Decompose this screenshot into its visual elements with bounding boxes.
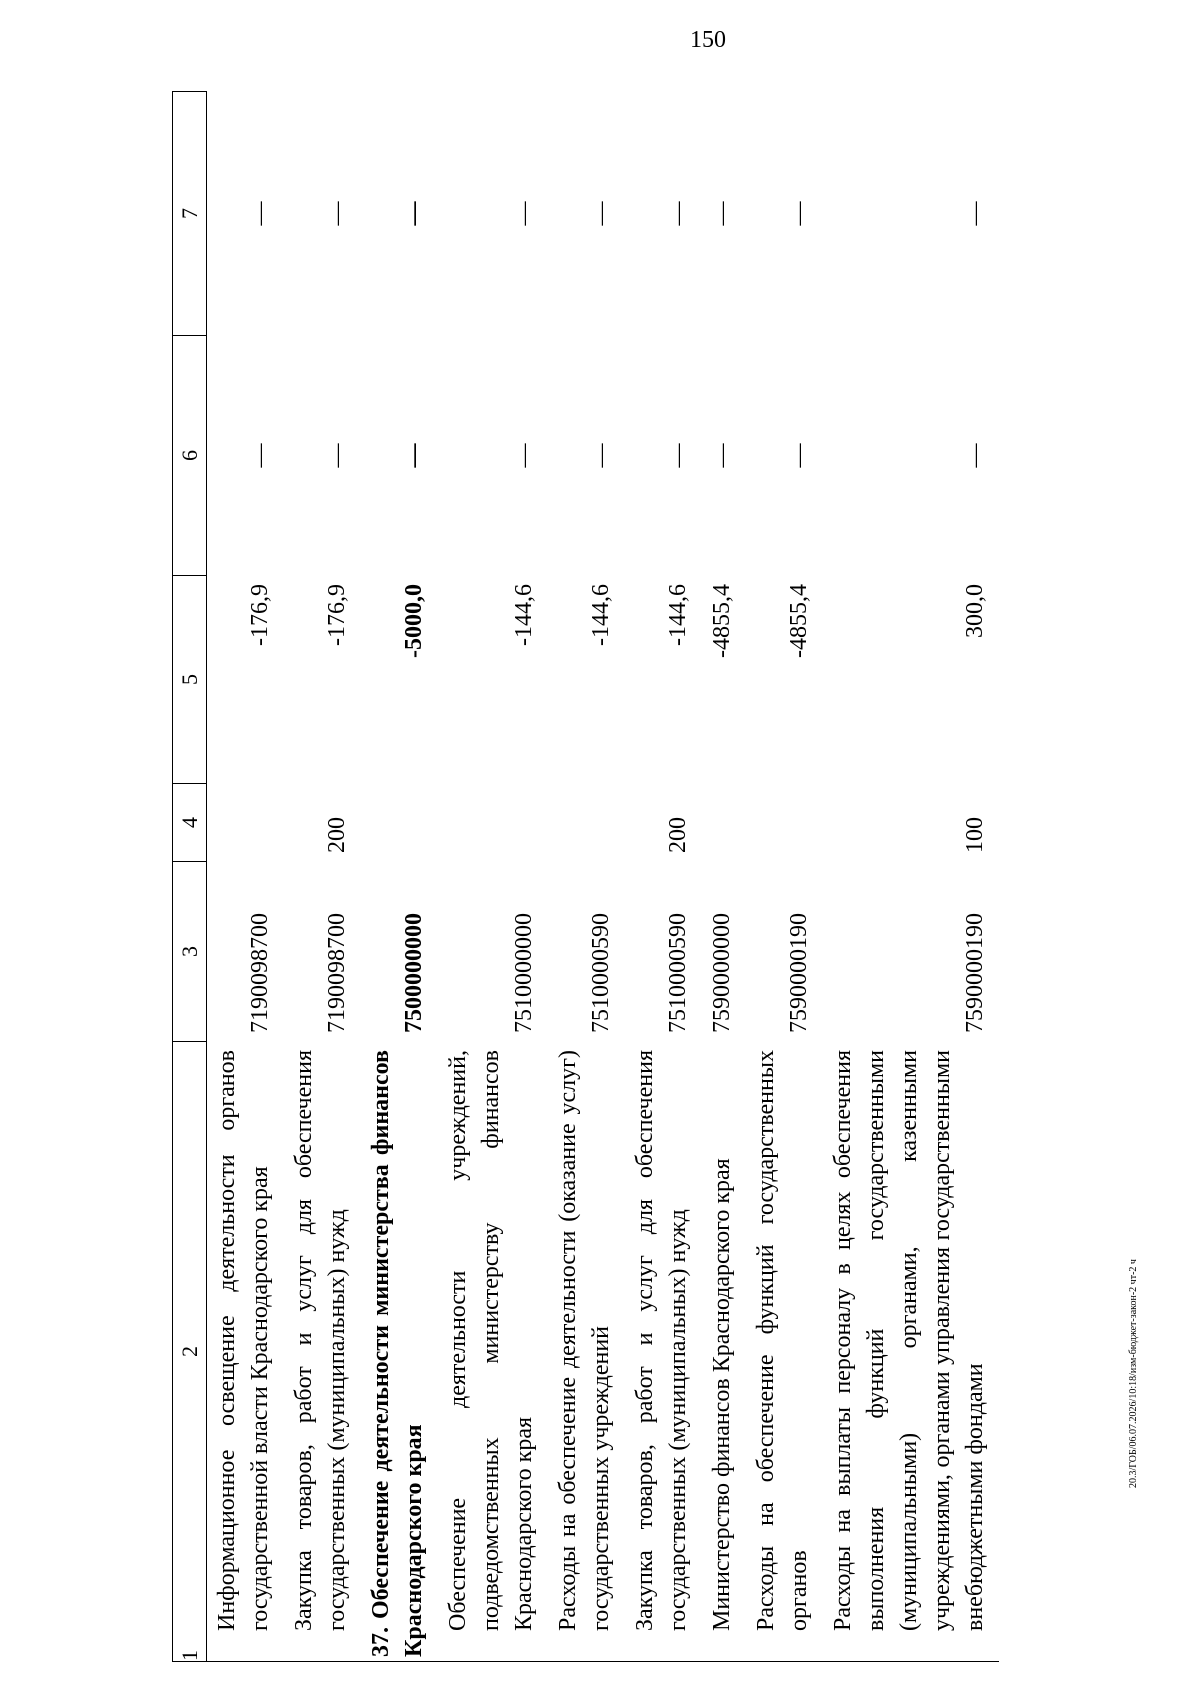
cell-col-7: — xyxy=(247,201,273,226)
cell-col-7: — xyxy=(588,201,614,226)
row-name-text: Расходы на обеспечение функций государственных органов xyxy=(753,1050,812,1631)
cell-code: 7590000000 xyxy=(709,913,735,1033)
budget-table-rotated xyxy=(172,92,1097,1662)
cell-name xyxy=(548,1042,625,1662)
section-number: 37. xyxy=(368,1627,394,1657)
cell-type xyxy=(746,784,823,862)
cell-amount: -144,6 xyxy=(665,584,691,646)
cell-name xyxy=(823,1042,999,1662)
cell-col-6: — xyxy=(709,443,735,468)
cell-amount: -176,9 xyxy=(324,584,350,646)
row-name-text: Закупка товаров, работ и услуг для обеспечения государственных (муниципальных) нужд xyxy=(291,1050,350,1631)
cell-amount: -5000,0 xyxy=(401,584,427,658)
table-row xyxy=(823,92,999,1662)
cell-type xyxy=(361,784,438,862)
table-header-row: 1 2 3 4 5 6 7 xyxy=(173,92,207,1662)
header-col-2: 2 xyxy=(173,1042,207,1662)
cell-col-6: — xyxy=(665,443,691,468)
cell-amount: -4855,4 xyxy=(709,584,735,658)
header-col-4: 4 xyxy=(173,784,207,862)
cell-col-6: — xyxy=(511,443,537,468)
page-number: 150 xyxy=(690,27,726,53)
table-row xyxy=(207,92,285,1662)
row-name-text: Информационное освещение деятельности органов государственной власти Краснодарского края xyxy=(214,1050,273,1631)
cell-col-6: — xyxy=(588,443,614,468)
cell-code: 7500000000 xyxy=(401,913,427,1033)
cell-amount: -4855,4 xyxy=(786,584,812,658)
table-row xyxy=(746,92,823,1662)
cell-col-7: — xyxy=(665,201,691,226)
cell-name xyxy=(702,1042,746,1662)
row-name-text: Закупка товаров, работ и услуг для обеспечения государственных (муниципальных) нужд xyxy=(632,1050,691,1631)
row-name-text: Обеспечение деятельности министерства финансов Краснодарского края xyxy=(368,1050,427,1657)
table-row xyxy=(548,92,625,1662)
cell-col-6: — xyxy=(247,443,273,468)
table-row xyxy=(702,92,746,1662)
cell-type xyxy=(207,784,285,862)
cell-amount: -144,6 xyxy=(588,584,614,646)
row-name-text: Расходы на обеспечение деятельности (оказание услуг) государственных учреждений xyxy=(555,1050,614,1631)
table-row xyxy=(438,92,548,1662)
cell-name xyxy=(746,1042,823,1662)
cell-type xyxy=(438,784,548,862)
cell-col-6: — xyxy=(324,443,350,468)
table-row xyxy=(284,92,361,1662)
cell-col-7: — xyxy=(786,201,812,226)
table-row xyxy=(361,92,438,1662)
cell-col-6: — xyxy=(786,443,812,468)
table-row xyxy=(625,92,702,1662)
cell-col-6: — xyxy=(401,443,427,468)
cell-code: 7510000590 xyxy=(588,913,614,1033)
cell-code: 7590000190 xyxy=(786,913,812,1033)
cell-name xyxy=(438,1042,548,1662)
cell-name xyxy=(361,1042,438,1662)
cell-code: 7590000190 xyxy=(962,913,988,1033)
cell-col-7: — xyxy=(962,201,988,226)
cell-amount: -176,9 xyxy=(247,584,273,646)
cell-col-7: — xyxy=(709,201,735,226)
cell-amount: -144,6 xyxy=(511,584,537,646)
cell-name xyxy=(284,1042,361,1662)
header-col-3: 3 xyxy=(173,862,207,1042)
cell-code: 7510000590 xyxy=(665,913,691,1033)
footer-document-id: 20.3/ГОБ/06.07.2026/10:18/изм-бюджет-закон-2 чт-2 ч xyxy=(1128,1259,1139,1488)
cell-type: 200 xyxy=(324,817,350,853)
cell-type xyxy=(548,784,625,862)
row-name-text: Обеспечение деятельности учреждений, подведомственных министерству финансов Краснодарского края xyxy=(445,1050,537,1631)
row-name-text: Расходы на выплаты персоналу в целях обеспечения выполнения функций государственными (муниципальными) органами, казенными учреждениями, органами управления государственными внебюджетными фондами xyxy=(830,1050,988,1631)
cell-type: 200 xyxy=(665,817,691,853)
cell-col-7: — xyxy=(324,201,350,226)
row-name-text: Министерство финансов Краснодарского края xyxy=(709,1158,735,1631)
cell-col-6: — xyxy=(962,443,988,468)
cell-code: 7190098700 xyxy=(324,913,350,1033)
budget-table xyxy=(172,91,999,1662)
cell-name xyxy=(625,1042,702,1662)
cell-type xyxy=(702,784,746,862)
header-col-7: 7 xyxy=(173,92,207,336)
cell-code: 7190098700 xyxy=(247,913,273,1033)
cell-code: 7510000000 xyxy=(511,913,537,1033)
cell-amount: 300,0 xyxy=(962,584,988,638)
cell-col-7: — xyxy=(401,201,427,226)
header-col-5: 5 xyxy=(173,576,207,784)
cell-col-7: — xyxy=(511,201,537,226)
cell-type: 100 xyxy=(962,817,988,853)
header-col-6: 6 xyxy=(173,336,207,576)
cell-name xyxy=(207,1042,285,1662)
